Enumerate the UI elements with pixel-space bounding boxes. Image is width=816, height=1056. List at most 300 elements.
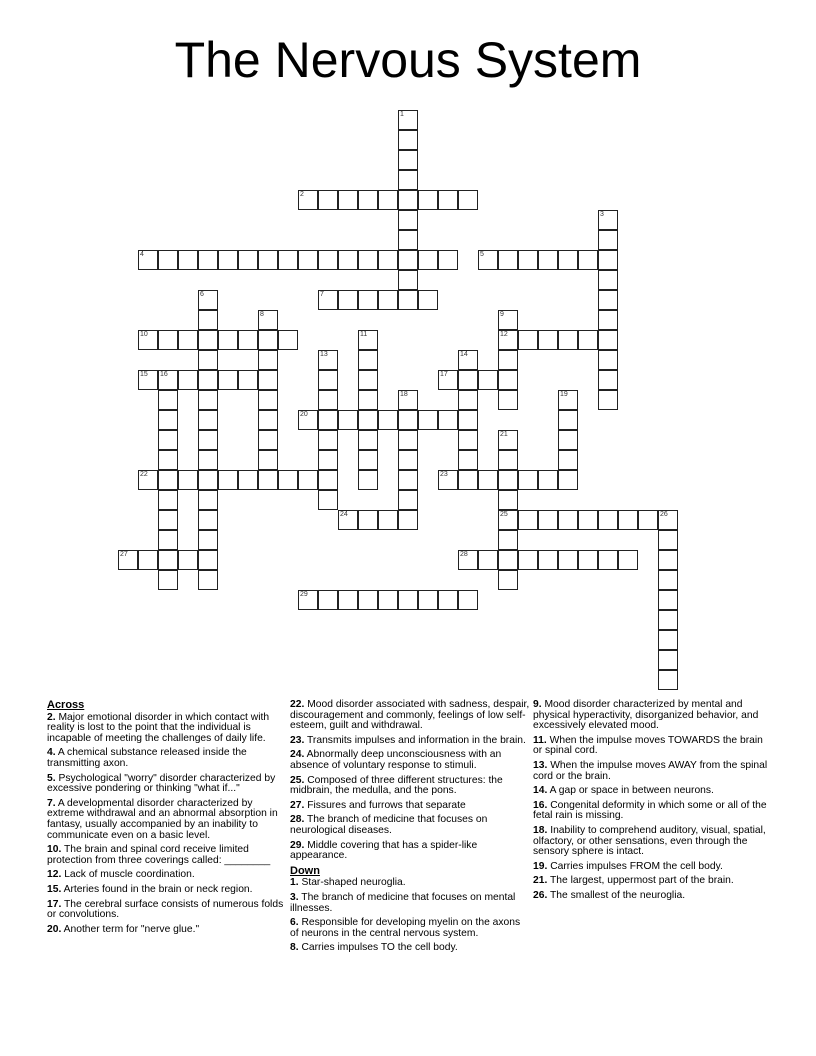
grid-cell[interactable]	[138, 250, 158, 270]
grid-cell[interactable]	[398, 450, 418, 470]
grid-cell[interactable]	[198, 350, 218, 370]
grid-cell[interactable]	[158, 430, 178, 450]
across-heading: Across	[47, 699, 85, 711]
grid-cell[interactable]	[498, 350, 518, 370]
grid-cell[interactable]	[458, 430, 478, 450]
clue-number: 22.	[290, 699, 305, 710]
cell-number: 18	[400, 391, 408, 398]
cell-number: 24	[340, 511, 348, 518]
grid-cell[interactable]	[158, 450, 178, 470]
grid-cell[interactable]	[378, 510, 398, 530]
grid-cell[interactable]	[558, 410, 578, 430]
grid-cell[interactable]	[398, 590, 418, 610]
clue-number: 20.	[47, 923, 62, 935]
grid-cell[interactable]	[278, 470, 298, 490]
clue-number: 29.	[290, 839, 305, 851]
grid-cell[interactable]	[398, 250, 418, 270]
clue-text: When the impulse moves TOWARDS the brain or spinal cord.	[533, 734, 763, 757]
clue-number: 7.	[47, 797, 56, 809]
grid-cell[interactable]	[598, 350, 618, 370]
grid-cell[interactable]	[338, 410, 358, 430]
clue-number: 17.	[47, 898, 62, 910]
grid-cell[interactable]	[318, 430, 338, 450]
grid-cell[interactable]	[398, 290, 418, 310]
cell-number: 25	[500, 511, 508, 518]
clue-text: Congenital deformity in which some or all of the fetal rain is missing.	[533, 799, 767, 822]
clue-number: 14.	[533, 785, 548, 797]
grid-cell[interactable]	[318, 250, 338, 270]
grid-cell[interactable]	[158, 410, 178, 430]
grid-cell[interactable]	[158, 510, 178, 530]
grid-cell[interactable]	[518, 250, 538, 270]
clue-number: 25.	[290, 774, 305, 786]
grid-cell[interactable]	[398, 190, 418, 210]
across-clue	[47, 870, 287, 881]
across-clue	[47, 748, 287, 769]
clue-text: Fissures and furrows that separate	[307, 799, 466, 811]
grid-cell[interactable]	[578, 250, 598, 270]
clue-number: 19.	[533, 860, 548, 872]
grid-cell[interactable]	[278, 250, 298, 270]
grid-cell[interactable]	[498, 250, 518, 270]
grid-cell[interactable]	[598, 310, 618, 330]
grid-cell[interactable]	[138, 370, 158, 390]
grid-cell[interactable]	[618, 550, 638, 570]
grid-cell[interactable]	[458, 470, 478, 490]
down-clue	[290, 893, 530, 914]
grid-cell[interactable]	[398, 430, 418, 450]
grid-cell[interactable]	[478, 470, 498, 490]
cell-number: 23	[440, 471, 448, 478]
down-clue	[533, 700, 773, 732]
grid-cell[interactable]	[598, 270, 618, 290]
grid-cell[interactable]	[338, 590, 358, 610]
grid-cell[interactable]	[658, 590, 678, 610]
grid-cell[interactable]	[218, 370, 238, 390]
grid-cell[interactable]	[598, 210, 618, 230]
grid-cell[interactable]	[198, 550, 218, 570]
grid-cell[interactable]	[258, 350, 278, 370]
grid-cell[interactable]	[458, 370, 478, 390]
across-clue	[290, 736, 530, 747]
grid-cell[interactable]	[318, 370, 338, 390]
grid-cell[interactable]	[438, 470, 458, 490]
grid-cell[interactable]	[118, 550, 138, 570]
grid-cell[interactable]	[658, 530, 678, 550]
cell-number: 6	[200, 291, 204, 298]
clue-text: Composed of three different structures: the midbrain, the medulla, and the pons.	[290, 774, 503, 797]
grid-cell[interactable]	[658, 670, 678, 690]
grid-cell[interactable]	[338, 250, 358, 270]
grid-cell[interactable]	[258, 470, 278, 490]
grid-cell[interactable]	[538, 550, 558, 570]
cell-number: 29	[300, 591, 308, 598]
clue-number: 1.	[290, 877, 299, 889]
grid-cell[interactable]	[178, 550, 198, 570]
grid-cell[interactable]	[518, 330, 538, 350]
grid-cell[interactable]	[158, 370, 178, 390]
page-title: The Nervous System	[174, 32, 642, 88]
down-clue	[533, 891, 773, 902]
down-clue	[290, 878, 530, 889]
across-clue	[47, 925, 287, 936]
across-clue	[47, 885, 287, 896]
clue-text: Carries impulses TO the cell body.	[301, 942, 458, 954]
grid-cell[interactable]	[338, 290, 358, 310]
cell-number: 7	[320, 291, 324, 298]
grid-cell[interactable]	[198, 310, 218, 330]
grid-cell[interactable]	[358, 470, 378, 490]
grid-cell[interactable]	[358, 450, 378, 470]
cell-number: 8	[260, 311, 264, 318]
clue-number: 21.	[533, 875, 548, 887]
grid-cell[interactable]	[258, 390, 278, 410]
clue-text: A developmental disorder characterized by extreme withdrawal and an abnormal absorption in fantasy, usually accompanied by an inability to communicate even on a basic level.	[47, 797, 278, 841]
grid-cell[interactable]	[138, 470, 158, 490]
grid-cell[interactable]	[558, 390, 578, 410]
grid-cell[interactable]	[298, 410, 318, 430]
clues-column-3	[533, 700, 773, 906]
grid-cell[interactable]	[438, 190, 458, 210]
grid-cell[interactable]	[358, 510, 378, 530]
grid-cell[interactable]	[138, 550, 158, 570]
clues-column-1	[47, 700, 287, 939]
grid-cell[interactable]	[598, 550, 618, 570]
grid-cell[interactable]	[358, 430, 378, 450]
grid-cell[interactable]	[358, 350, 378, 370]
grid-cell[interactable]	[198, 370, 218, 390]
grid-cell[interactable]	[178, 370, 198, 390]
grid-cell[interactable]	[398, 490, 418, 510]
clue-number: 26.	[533, 889, 548, 901]
clue-text: Inability to comprehend auditory, visual, spatial, olfactory, or other sensations, even through the sensory sphere is intact.	[533, 824, 766, 858]
grid-cell[interactable]	[438, 250, 458, 270]
across-clue	[47, 845, 287, 866]
grid-cell[interactable]	[258, 430, 278, 450]
grid-cell[interactable]	[338, 510, 358, 530]
clue-text: Another term for "nerve glue."	[63, 923, 200, 935]
grid-cell[interactable]	[578, 510, 598, 530]
clue-text: The brain and spinal cord receive limited protection from three coverings called: ________	[47, 844, 271, 866]
grid-cell[interactable]	[318, 290, 338, 310]
grid-cell[interactable]	[598, 370, 618, 390]
grid-cell[interactable]	[158, 570, 178, 590]
grid-cell[interactable]	[358, 250, 378, 270]
cell-number: 2	[300, 191, 304, 198]
grid-cell[interactable]	[658, 610, 678, 630]
down-clue	[533, 876, 773, 887]
grid-cell[interactable]	[518, 470, 538, 490]
grid-cell[interactable]	[498, 490, 518, 510]
grid-cell[interactable]	[398, 230, 418, 250]
cell-number: 28	[460, 551, 468, 558]
grid-cell[interactable]	[238, 330, 258, 350]
grid-cell[interactable]	[398, 390, 418, 410]
cell-number: 12	[500, 331, 508, 338]
grid-cell[interactable]	[318, 190, 338, 210]
grid-cell[interactable]	[498, 390, 518, 410]
grid-cell[interactable]	[178, 470, 198, 490]
grid-cell[interactable]	[478, 550, 498, 570]
grid-cell[interactable]	[358, 330, 378, 350]
grid-cell[interactable]	[298, 250, 318, 270]
grid-cell[interactable]	[318, 390, 338, 410]
grid-cell[interactable]	[598, 230, 618, 250]
grid-cell[interactable]	[398, 510, 418, 530]
grid-cell[interactable]	[158, 490, 178, 510]
cell-number: 4	[140, 251, 144, 258]
grid-cell[interactable]	[598, 390, 618, 410]
grid-cell[interactable]	[498, 310, 518, 330]
down-clue	[290, 918, 530, 939]
across-clue	[290, 776, 530, 797]
grid-cell[interactable]	[158, 390, 178, 410]
grid-cell[interactable]	[158, 530, 178, 550]
grid-cell[interactable]	[518, 550, 538, 570]
grid-cell[interactable]	[398, 110, 418, 130]
grid-cell[interactable]	[358, 410, 378, 430]
grid-cell[interactable]	[458, 450, 478, 470]
grid-cell[interactable]	[498, 530, 518, 550]
down-clue	[533, 786, 773, 797]
across-clue	[290, 801, 530, 812]
clue-text: Major emotional disorder in which contact with reality is lost to the point that the individual is incapable of meeting the challenges of daily life.	[47, 711, 270, 744]
grid-cell[interactable]	[398, 210, 418, 230]
cell-number: 1	[400, 111, 404, 118]
grid-cell[interactable]	[658, 550, 678, 570]
grid-cell[interactable]	[598, 290, 618, 310]
clue-text: Psychological "worry" disorder characterized by excessive pondering or thinking "what if..."	[47, 772, 276, 795]
grid-cell[interactable]	[378, 290, 398, 310]
grid-cell[interactable]	[458, 590, 478, 610]
grid-cell[interactable]	[178, 250, 198, 270]
grid-cell[interactable]	[418, 410, 438, 430]
clue-number: 24.	[290, 749, 305, 761]
grid-cell[interactable]	[458, 550, 478, 570]
cell-number: 17	[440, 371, 448, 378]
grid-cell[interactable]	[658, 650, 678, 670]
grid-cell[interactable]	[398, 130, 418, 150]
clue-text: Mood disorder associated with sadness, despair, discouragement and commonly, feelings of low self-esteem, guilt and withdrawal.	[290, 699, 530, 732]
grid-cell[interactable]	[138, 330, 158, 350]
grid-cell[interactable]	[198, 450, 218, 470]
grid-cell[interactable]	[198, 470, 218, 490]
grid-cell[interactable]	[258, 330, 278, 350]
grid-cell[interactable]	[258, 450, 278, 470]
grid-cell[interactable]	[398, 470, 418, 490]
clue-text: Abnormally deep unconsciousness with an absence of voluntary response to stimuli.	[290, 749, 502, 771]
across-clue	[290, 841, 530, 862]
grid-cell[interactable]	[318, 470, 338, 490]
grid-cell[interactable]	[318, 450, 338, 470]
grid-cell[interactable]	[498, 470, 518, 490]
grid-cell[interactable]	[558, 510, 578, 530]
grid-cell[interactable]	[298, 190, 318, 210]
grid-cell[interactable]	[398, 270, 418, 290]
grid-cell[interactable]	[458, 410, 478, 430]
grid-cell[interactable]	[398, 410, 418, 430]
grid-cell[interactable]	[498, 510, 518, 530]
grid-cell[interactable]	[498, 430, 518, 450]
grid-cell[interactable]	[418, 290, 438, 310]
grid-cell[interactable]	[178, 330, 198, 350]
cell-number: 11	[360, 331, 368, 338]
grid-cell[interactable]	[418, 190, 438, 210]
grid-cell[interactable]	[318, 350, 338, 370]
grid-cell[interactable]	[418, 590, 438, 610]
grid-cell[interactable]	[198, 530, 218, 550]
grid-cell[interactable]	[438, 370, 458, 390]
clue-text: Mood disorder characterized by mental and physical hyperactivity, disorganized behavior, and excessively elevated mood.	[533, 699, 759, 732]
grid-cell[interactable]	[298, 470, 318, 490]
grid-cell[interactable]	[158, 470, 178, 490]
grid-cell[interactable]	[398, 170, 418, 190]
grid-cell[interactable]	[598, 510, 618, 530]
grid-cell[interactable]	[438, 410, 458, 430]
grid-cell[interactable]	[498, 450, 518, 470]
grid-cell[interactable]	[658, 510, 678, 530]
grid-cell[interactable]	[538, 250, 558, 270]
grid-cell[interactable]	[198, 490, 218, 510]
clue-text: Responsible for developing myelin on the axons of neurons in the central nervous system.	[290, 917, 521, 939]
grid-cell[interactable]	[358, 370, 378, 390]
grid-cell[interactable]	[158, 250, 178, 270]
grid-cell[interactable]	[198, 390, 218, 410]
grid-cell[interactable]	[658, 570, 678, 590]
grid-cell[interactable]	[258, 410, 278, 430]
clue-number: 8.	[290, 942, 299, 954]
grid-cell[interactable]	[278, 330, 298, 350]
grid-cell[interactable]	[558, 550, 578, 570]
grid-cell[interactable]	[358, 190, 378, 210]
grid-cell[interactable]	[578, 550, 598, 570]
grid-cell[interactable]	[378, 410, 398, 430]
clue-text: Carries impulses FROM the cell body.	[550, 860, 723, 872]
grid-cell[interactable]	[358, 290, 378, 310]
across-clue	[290, 750, 530, 771]
grid-cell[interactable]	[478, 370, 498, 390]
grid-cell[interactable]	[198, 330, 218, 350]
cell-number: 20	[300, 411, 308, 418]
grid-cell[interactable]	[238, 370, 258, 390]
grid-cell[interactable]	[198, 410, 218, 430]
grid-cell[interactable]	[558, 250, 578, 270]
across-clue	[47, 900, 287, 921]
grid-cell[interactable]	[618, 510, 638, 530]
grid-cell[interactable]	[498, 550, 518, 570]
grid-cell[interactable]	[458, 190, 478, 210]
across-clue	[47, 774, 287, 795]
grid-cell[interactable]	[598, 250, 618, 270]
grid-cell[interactable]	[558, 330, 578, 350]
grid-cell[interactable]	[258, 310, 278, 330]
clue-number: 13.	[533, 759, 548, 771]
across-clue	[47, 799, 287, 841]
grid-cell[interactable]	[238, 470, 258, 490]
grid-cell[interactable]	[538, 330, 558, 350]
clue-text: Middle covering that has a spider-like appearance.	[290, 839, 478, 862]
cell-number: 27	[120, 551, 128, 558]
grid-cell[interactable]	[318, 590, 338, 610]
cell-number: 19	[560, 391, 568, 398]
clue-number: 16.	[533, 799, 548, 811]
grid-cell[interactable]	[538, 470, 558, 490]
grid-cell[interactable]	[218, 330, 238, 350]
grid-cell[interactable]	[318, 410, 338, 430]
grid-cell[interactable]	[598, 330, 618, 350]
grid-cell[interactable]	[198, 570, 218, 590]
clue-number: 11.	[533, 734, 547, 746]
grid-cell[interactable]	[558, 430, 578, 450]
grid-cell[interactable]	[518, 510, 538, 530]
grid-cell[interactable]	[378, 190, 398, 210]
grid-cell[interactable]	[558, 470, 578, 490]
cell-number: 9	[500, 311, 504, 318]
clue-text: Arteries found in the brain or neck region.	[63, 883, 253, 895]
grid-cell[interactable]	[558, 450, 578, 470]
grid-cell[interactable]	[338, 190, 358, 210]
grid-cell[interactable]	[638, 510, 658, 530]
across-clue	[290, 815, 530, 836]
clues-column-2	[290, 700, 530, 958]
across-clue	[290, 700, 530, 732]
grid-cell[interactable]	[478, 250, 498, 270]
down-clue	[533, 826, 773, 858]
grid-cell[interactable]	[198, 430, 218, 450]
clue-number: 28.	[290, 814, 305, 826]
grid-cell[interactable]	[578, 330, 598, 350]
grid-cell[interactable]	[158, 550, 178, 570]
cell-number: 26	[660, 511, 668, 518]
grid-cell[interactable]	[358, 590, 378, 610]
grid-cell[interactable]	[318, 490, 338, 510]
clue-text: The branch of medicine that focuses on neurological diseases.	[290, 814, 488, 836]
clue-text: A chemical substance released inside the transmitting axon.	[47, 747, 247, 769]
grid-cell[interactable]	[158, 330, 178, 350]
cell-number: 13	[320, 351, 328, 358]
grid-cell[interactable]	[258, 370, 278, 390]
grid-cell[interactable]	[398, 150, 418, 170]
down-clue	[533, 862, 773, 873]
clue-number: 6.	[290, 917, 299, 929]
grid-cell[interactable]	[378, 250, 398, 270]
grid-cell[interactable]	[438, 590, 458, 610]
grid-cell[interactable]	[198, 510, 218, 530]
grid-cell[interactable]	[198, 250, 218, 270]
grid-cell[interactable]	[498, 570, 518, 590]
grid-cell[interactable]	[298, 590, 318, 610]
grid-cell[interactable]	[238, 250, 258, 270]
clue-text: The branch of medicine that focuses on mental illnesses.	[290, 891, 516, 914]
across-clue	[47, 713, 287, 745]
grid-cell[interactable]	[498, 370, 518, 390]
grid-cell[interactable]	[458, 390, 478, 410]
grid-cell[interactable]	[378, 590, 398, 610]
grid-cell[interactable]	[458, 350, 478, 370]
grid-cell[interactable]	[538, 510, 558, 530]
grid-cell[interactable]	[498, 330, 518, 350]
clue-number: 2.	[47, 711, 56, 723]
clue-number: 12.	[47, 869, 62, 881]
grid-cell[interactable]	[218, 470, 238, 490]
grid-cell[interactable]	[218, 250, 238, 270]
grid-cell[interactable]	[418, 250, 438, 270]
grid-cell[interactable]	[358, 390, 378, 410]
grid-cell[interactable]	[258, 250, 278, 270]
clue-text: The cerebral surface consists of numerous folds or convolutions.	[47, 898, 284, 921]
grid-cell[interactable]	[198, 290, 218, 310]
grid-cell[interactable]	[658, 630, 678, 650]
